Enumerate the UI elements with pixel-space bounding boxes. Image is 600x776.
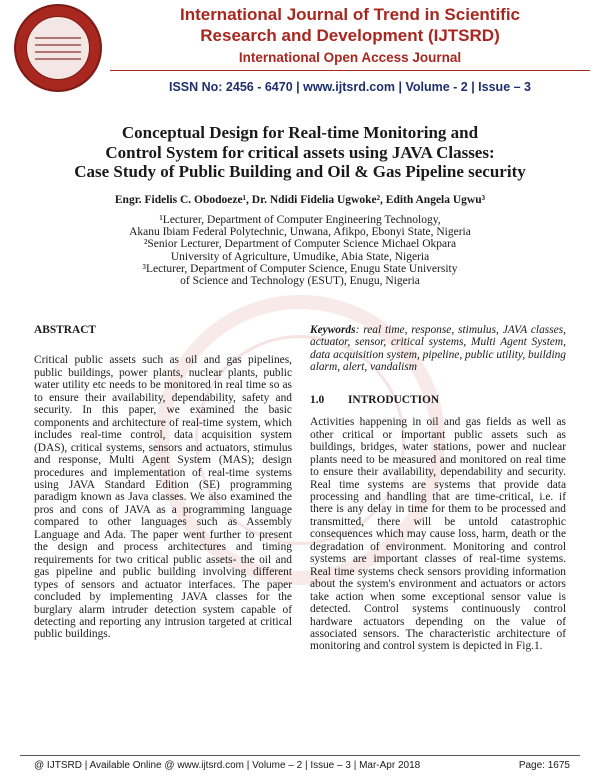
section-title: INTRODUCTION bbox=[348, 393, 440, 406]
keywords-label: Keywords bbox=[310, 324, 356, 336]
abstract-text: Critical public assets such as oil and gas pipelines, public buildings, power plants, nuclear plants, public water utility etc needs to be monitored in real time so as to ensure their availability, dependability, safety and security. In this paper, we examined the basic components and architecture of real-time system, which includes real-time control, data acquisition system (DAS), critical systems, sensors and actuators, stimulus and response, Multi Agent System (MAS); design procedures and implementation of real-time systems using JAVA Standard Edition (SE) programming paradigm known as Java classes. We also examined the pros and cons of JAVA as a programming language compared to other languages such as Assembly Language and Ada. The paper went further to present the design and process architectures and timing requirements for two critical public assets- the oil and gas pipeline and public building involving different types of sensors and actuator interfaces. The paper concluded by implementing JAVA classes for the burglary alarm intruder detection system capable of detecting and reporting any intrusion targeted at critical public buildings. bbox=[34, 354, 292, 641]
open-access-label: International Open Access Journal bbox=[238, 50, 462, 65]
header-divider bbox=[110, 70, 590, 71]
abstract-section bbox=[34, 324, 292, 641]
introduction-text: Activities happening in oil and gas fields as well as other critical or important public assets such as buildings, bridges, water stations, power and nuclear plants need to be measured and monitored on real time to ensure their availability, dependability and security. Real time systems are systems that provide data processing and handling that are time-critical, i.e. if there is any delay in time for them to be processed and transmitted, there will be untold catastrophic consequences which may cause loss, harm, death or the degradation of environment. Monitoring and control systems are important classes of real-time systems. Real time systems check sensors providing information about the system's environment and actuators or actors take action when some exceptional sensor value is detected. Control systems continuously control hardware actuators depending on the value of associated sensors. The characteristic architecture of monitoring and control system is depicted in Fig.1. bbox=[310, 416, 566, 653]
affiliation-line: ¹Lecturer, Department of Computer Engineering Technology, bbox=[159, 214, 441, 226]
footer-info: @ IJTSRD | Available Online @ www.ijtsrd.com | Volume – 2 | Issue – 3 | Mar-Apr 2018 bbox=[34, 760, 421, 771]
section-number: 1.0 bbox=[310, 393, 325, 406]
author-list: Engr. Fidelis C. Obodoeze¹, Dr. Ndidi Fidelia Ugwoke², Edith Angela Ugwu³ bbox=[114, 194, 486, 206]
affiliation-line: University of Agriculture, Umudike, Abia State, Nigeria bbox=[170, 250, 430, 263]
journal-title: International Journal of Trend in Scientific Research and Development (IJTSRD) bbox=[179, 5, 521, 45]
journal-logo bbox=[14, 4, 102, 92]
logo-inner-seal bbox=[26, 16, 90, 80]
introduction-heading bbox=[310, 394, 566, 406]
affiliation-line: Akanu Ibiam Federal Polytechnic, Unwana, Afikpo, Ebonyi State, Nigeria bbox=[129, 226, 471, 239]
keywords-paragraph bbox=[310, 324, 566, 374]
right-column bbox=[310, 324, 566, 653]
issn-line: ISSN No: 2456 - 6470 | www.ijtsrd.com | Volume - 2 | Issue – 3 bbox=[168, 80, 531, 94]
affiliation-line: ²Senior Lecturer, Department of Computer Science Michael Okpara bbox=[143, 238, 457, 251]
abstract-heading: ABSTRACT bbox=[34, 324, 97, 336]
keywords-text: : real time, response, stimulus, JAVA classes, actuator, sensor, critical systems, Multi Agent System, data acquisition system, pipeline, public utility, building alarm, alert, vandalism bbox=[310, 324, 566, 374]
affiliation-line: ³Lecturer, Department of Computer Science, Enugu State University bbox=[142, 262, 458, 275]
paper-title: Conceptual Design for Real-time Monitoring and Control System for critical assets using JAVA Classes: Case Study of Public Building and Oil & Gas Pipeline security bbox=[74, 123, 526, 181]
affiliations bbox=[20, 214, 580, 287]
affiliation-line: of Science and Technology (ESUT), Enugu, Nigeria bbox=[180, 275, 420, 288]
page-number: Page: 1675 bbox=[518, 760, 570, 771]
footer-divider bbox=[20, 755, 580, 756]
